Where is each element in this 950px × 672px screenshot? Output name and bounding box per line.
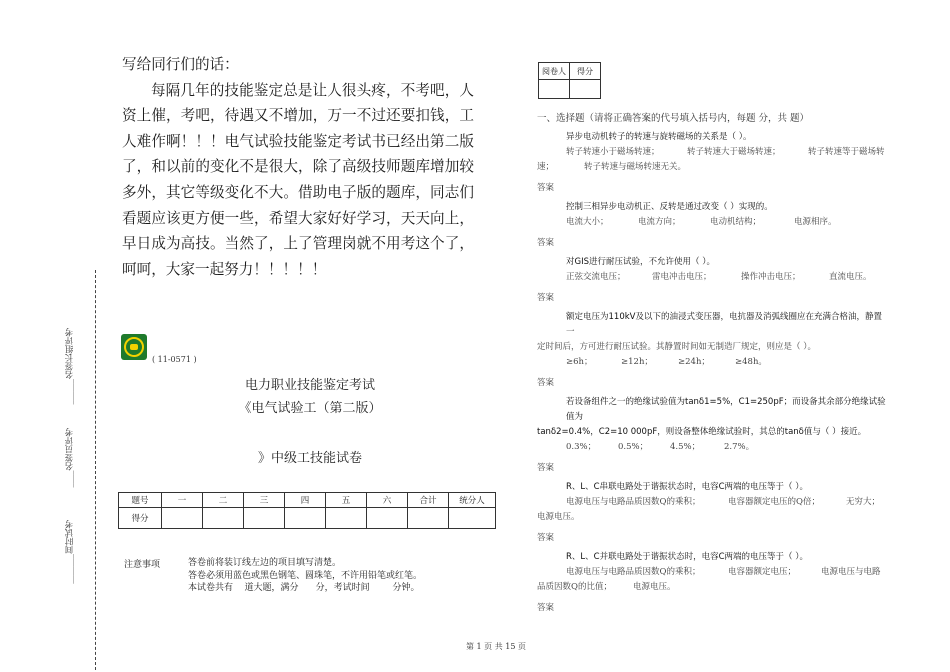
option: 无穷大； xyxy=(846,497,881,507)
grader-table xyxy=(538,62,601,99)
binding-line xyxy=(95,270,96,670)
option: 电源电压与电路品质因数Q的乘积； xyxy=(566,497,701,507)
question-options-wrap xyxy=(537,160,887,175)
answer-label: 答案 xyxy=(537,603,555,613)
sidebar-chief-signature: ______名签长组评考 xyxy=(65,328,75,405)
option: 电源电压。 xyxy=(633,582,676,592)
question-stem: 对GIS进行耐压试验，不允许使用（ ）。 xyxy=(566,257,715,267)
option: ≥12h； xyxy=(621,357,653,367)
score-header: 一 xyxy=(162,493,203,508)
option: 操作冲击电压； xyxy=(741,272,801,282)
score-header: 题号 xyxy=(119,493,162,508)
notice-label: 注意事项 xyxy=(124,560,161,570)
question-options xyxy=(566,270,887,285)
option: ≥48h。 xyxy=(735,357,767,367)
score-header: 合计 xyxy=(408,493,449,508)
option: 0.5%； xyxy=(618,442,649,452)
question-stem: 异步电动机转子的转速与旋转磁场的关系是（ ）。 xyxy=(566,132,752,142)
question-options-wrap xyxy=(537,510,887,525)
question-stem: R、L、C串联电路处于谐振状态时，电容C两端的电压等于（ ）。 xyxy=(566,482,808,492)
option: 电源电压与电路品质因数Q的乘积； xyxy=(566,567,701,577)
score-cell[interactable] xyxy=(326,508,367,529)
option: 电源电压。 xyxy=(537,512,580,522)
score-header: 二 xyxy=(203,493,244,508)
grader-cell[interactable] xyxy=(570,80,601,99)
question-stem: 额定电压为110kV及以下的油浸式变压器，电抗器及消弧线圈应在充满合格油，静置一 xyxy=(566,312,882,337)
option: 0.3%； xyxy=(566,442,597,452)
question-options-wrap xyxy=(537,580,887,595)
option: 转子转速与磁场转速无关。 xyxy=(584,162,687,172)
logo-icon xyxy=(121,334,147,360)
question-options xyxy=(566,440,887,455)
option: 电流方向； xyxy=(638,217,681,227)
option: 电容器额定电压； xyxy=(728,567,797,577)
answer-label: 答案 xyxy=(537,378,555,388)
question-stem-cont: tanδ2=0.4%，C2=10 000pF，则设备整体绝缘试验时，其总的tanδ值与（ ）接近。 xyxy=(537,427,867,437)
answer-label: 答案 xyxy=(537,183,555,193)
option: 电动机结构； xyxy=(710,217,762,227)
question-options xyxy=(566,215,887,230)
option: 电容器额定电压的Q倍； xyxy=(728,497,820,507)
answer-label: 答案 xyxy=(537,463,555,473)
question-section xyxy=(537,110,887,620)
option: 2.7%。 xyxy=(724,442,755,452)
sidebar-examiner-signature: ____名签员评考 xyxy=(65,428,75,488)
option: 正弦交流电压； xyxy=(566,272,626,282)
score-table xyxy=(118,492,496,529)
score-header: 三 xyxy=(244,493,285,508)
grader-cell[interactable] xyxy=(539,80,570,99)
question-stem: 若设备组件之一的绝缘试验值为tanδ1=5%，C1=250pF；而设备其余部分绝缘试验值为 xyxy=(566,397,886,422)
option: ≥24h； xyxy=(678,357,710,367)
score-cell[interactable] xyxy=(367,508,408,529)
intro-heading: 写给同行们的话： xyxy=(122,56,239,73)
notice-list xyxy=(188,557,422,595)
sidebar-exam-time: _______间时试考 xyxy=(65,520,75,584)
grader-header: 阅卷人 xyxy=(539,63,570,80)
intro-body: 每隔几年的技能鉴定总是让人很头疼，不考吧，人资上催，考吧，待遇又不增加，万一不过还要扣钱，工人难作啊！！！电气试验技能鉴定考试书已经出第二版了，和以前的变化不是很大，除了高级技师题库增加较多外，其它等级变化不大。借助电子版的题库，同志们看题应该更方便一些，希望大家好好学习，天天向上，早日成为高技。当然了，上了管理岗就不用考这个了，呵呵，大家一起努力！！！！！ xyxy=(122,81,474,278)
option: 电源相序。 xyxy=(794,217,837,227)
intro-block xyxy=(122,52,474,282)
option: 转子转速小于磁场转速； xyxy=(566,147,660,157)
question-stem: 控制三相异步电动机正、反转是通过改变（ ）实现的。 xyxy=(566,202,773,212)
page-footer: 第 1 页 共 15 页 xyxy=(466,642,526,651)
option: 4.5%； xyxy=(670,442,701,452)
option: 直流电压。 xyxy=(829,272,872,282)
score-header: 统分人 xyxy=(449,493,496,508)
notice-line: 答卷必须用蓝色或黑色钢笔、圆珠笔，不许用铅笔或红笔。 xyxy=(188,570,423,581)
question-options xyxy=(566,565,887,580)
answer-label: 答案 xyxy=(537,533,555,543)
notice-line: 答卷前将装订线左边的项目填写清楚。 xyxy=(188,558,342,568)
exam-org-title: 电力职业技能鉴定考试 xyxy=(244,378,375,393)
notice-line: 本试卷共有 道大题，满分 分，考试时间 分钟。 xyxy=(188,583,420,593)
question-options xyxy=(566,355,887,370)
exam-book-title: 《电气试验工（第二版） xyxy=(238,401,382,416)
question-options xyxy=(566,495,887,510)
exam-code: ( 11-0571 ) xyxy=(152,355,197,364)
option: 雷电冲击电压； xyxy=(652,272,712,282)
option: 速； xyxy=(537,162,555,172)
option: 电流大小； xyxy=(566,217,609,227)
question-stem: R、L、C并联电路处于谐振状态时，电容C两端的电压等于（ ）。 xyxy=(566,552,808,562)
score-header: 六 xyxy=(367,493,408,508)
score-header: 五 xyxy=(326,493,367,508)
exam-level-title: 》中级工技能试卷 xyxy=(257,451,362,466)
section-heading: 一、选择题（请将正确答案的代号填入括号内，每题 分，共 题） xyxy=(537,113,810,124)
option: 转子转速等于磁场转 xyxy=(808,147,885,157)
score-cell[interactable] xyxy=(449,508,496,529)
option: 转子转速大于磁场转速； xyxy=(687,147,781,157)
answer-label: 答案 xyxy=(537,238,555,248)
grader-header: 得分 xyxy=(570,63,601,80)
score-cell[interactable] xyxy=(408,508,449,529)
answer-label: 答案 xyxy=(537,293,555,303)
question-options xyxy=(566,145,887,160)
score-cell[interactable] xyxy=(203,508,244,529)
score-cell[interactable] xyxy=(244,508,285,529)
score-cell[interactable] xyxy=(285,508,326,529)
option: 品质因数Q的比值； xyxy=(537,582,612,592)
option: ≥6h； xyxy=(566,357,593,367)
score-header: 四 xyxy=(285,493,326,508)
question-stem-cont: 定时间后，方可进行耐压试验。其静置时间如无制造厂规定，则应是（ ）。 xyxy=(537,342,816,352)
score-cell[interactable] xyxy=(162,508,203,529)
score-row-label: 得分 xyxy=(119,508,162,529)
option: 电源电压与电路 xyxy=(821,567,881,577)
